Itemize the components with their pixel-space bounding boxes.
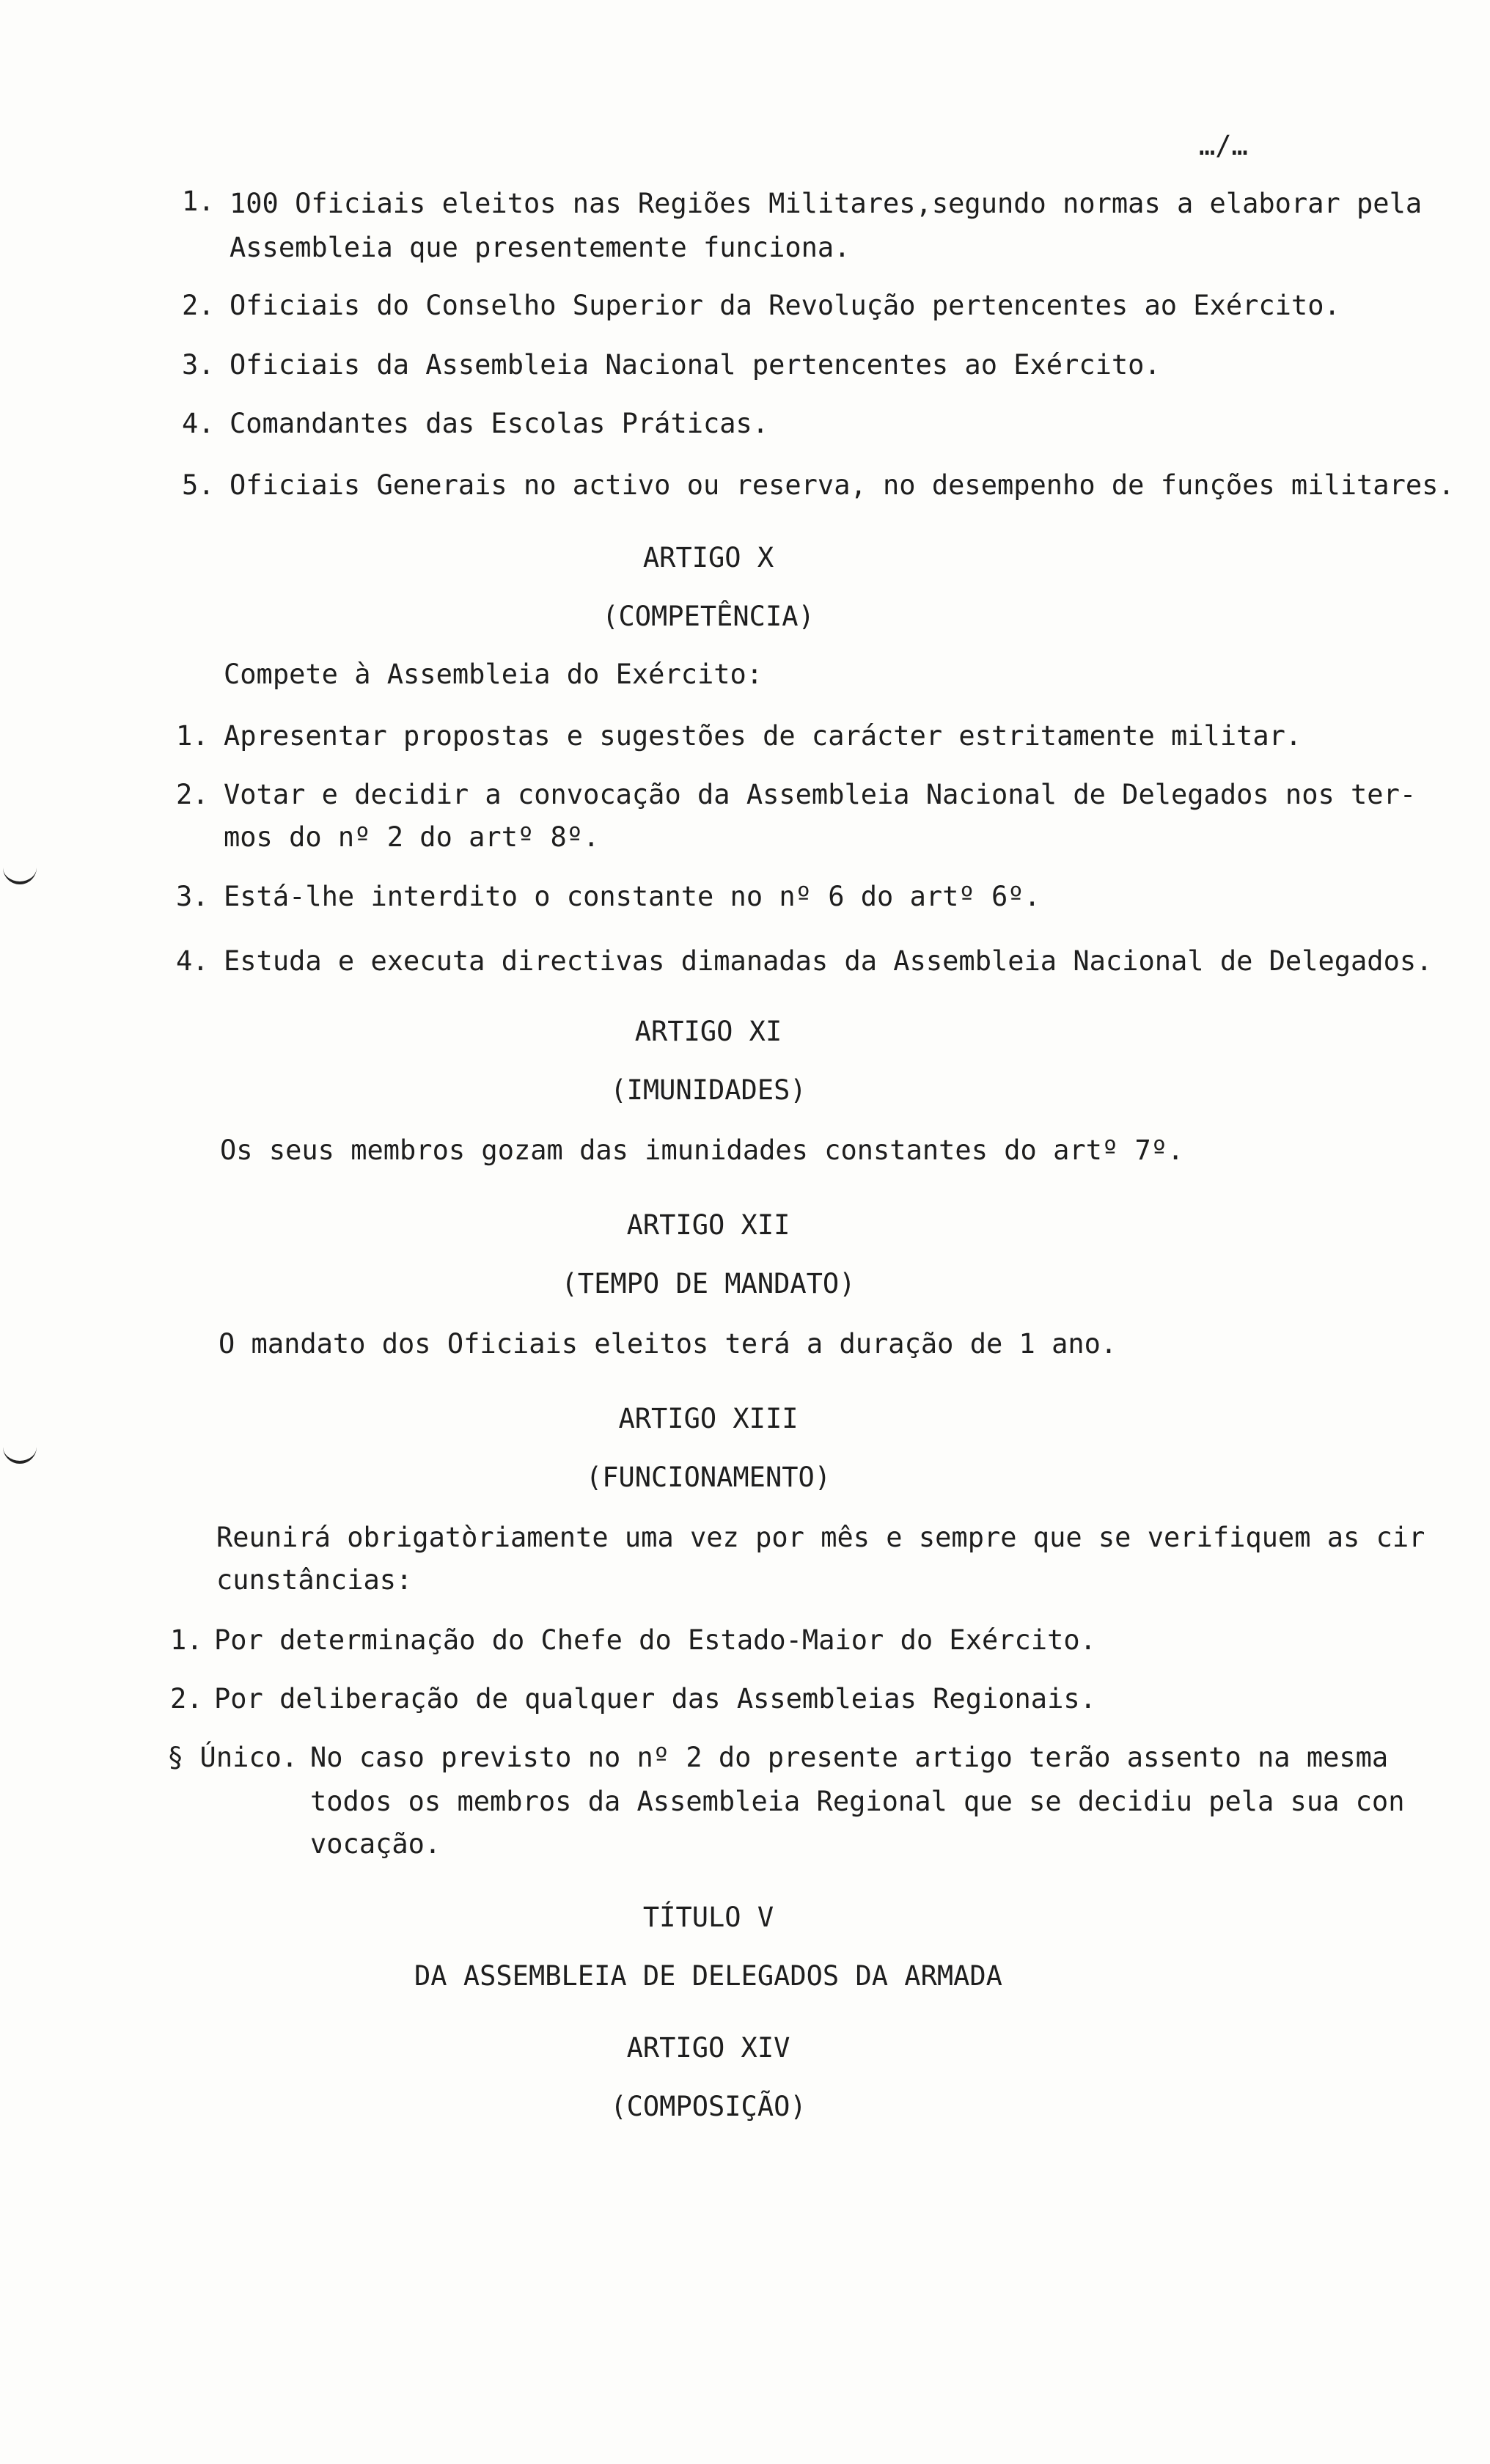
article-heading: ARTIGO XIII	[618, 1403, 799, 1434]
title-heading: TÍTULO V	[642, 1902, 774, 1933]
article-subheading: (IMUNIDADES)	[610, 1074, 807, 1106]
article-subheading: (FUNCIONAMENTO)	[585, 1462, 832, 1493]
list-item-text: Oficiais da Assembleia Nacional pertencentes ao Exército.	[230, 349, 1161, 381]
list-number: 1.	[182, 186, 215, 217]
paragraph-text: No caso previsto no nº 2 do presente artigo terão assento na mesma	[310, 1742, 1389, 1773]
list-item-text: mos do nº 2 do artº 8º.	[224, 821, 600, 853]
page-reference: …/…	[1199, 130, 1248, 161]
title-subheading: DA ASSEMBLEIA DE DELEGADOS DA ARMADA	[414, 1960, 1002, 1992]
list-number: 4.	[182, 408, 215, 439]
article-intro: cunstâncias:	[216, 1564, 413, 1596]
list-number: 4.	[176, 945, 209, 977]
article-heading: ARTIGO X	[642, 542, 774, 573]
list-item-text: 100 Oficiais eleitos nas Regiões Militares,segundo normas a elaborar pela	[230, 188, 1423, 219]
list-item-text: Oficiais do Conselho Superior da Revolução pertencentes ao Exército.	[230, 290, 1340, 321]
paragraph-text: todos os membros da Assembleia Regional que se decidiu pela sua con	[310, 1786, 1405, 1817]
article-text: O mandato dos Oficiais eleitos terá a duração de 1 ano.	[219, 1328, 1118, 1360]
article-intro: Reunirá obrigatòriamente uma vez por mês e sempre que se verifiquem as cir	[216, 1522, 1425, 1553]
list-number: 1.	[176, 720, 209, 752]
article-intro: Compete à Assembleia do Exército:	[224, 659, 763, 690]
list-item-text: Por determinação do Chefe do Estado-Maior do Exército.	[214, 1624, 1096, 1656]
article-heading: ARTIGO XI	[634, 1016, 782, 1047]
list-item-text: Estuda e executa directivas dimanadas da Assembleia Nacional de Delegados.	[224, 945, 1433, 977]
list-number: 2.	[182, 290, 215, 321]
list-number: 3.	[182, 349, 215, 381]
list-number: 3.	[176, 881, 209, 912]
article-text: Os seus membros gozam das imunidades constantes do artº 7º.	[220, 1134, 1184, 1166]
article-subheading: (COMPOSIÇÃO)	[610, 2091, 807, 2122]
list-item-text: Por deliberação de qualquer das Assembleias Regionais.	[214, 1683, 1096, 1715]
list-number: 5.	[182, 469, 215, 501]
list-item-text: Assembleia que presentemente funciona.	[230, 232, 851, 263]
list-item-text: Está-lhe interdito o constante no nº 6 do artº 6º.	[224, 881, 1041, 912]
list-number: 2.	[170, 1683, 203, 1715]
list-item-text: Oficiais Generais no activo ou reserva, no desempenho de funções militares.	[230, 469, 1455, 501]
list-number: 2.	[176, 779, 209, 810]
article-heading: ARTIGO XII	[626, 1209, 790, 1241]
list-number: 1.	[170, 1624, 203, 1656]
binder-mark	[3, 865, 37, 884]
paragraph-text: vocação.	[310, 1828, 441, 1860]
article-heading: ARTIGO XIV	[626, 2032, 790, 2064]
binder-mark	[3, 1445, 37, 1464]
article-subheading: (TEMPO DE MANDATO)	[561, 1268, 856, 1299]
list-item-text: Apresentar propostas e sugestões de carácter estritamente militar.	[224, 720, 1302, 752]
list-item-text: Comandantes das Escolas Práticas.	[230, 408, 769, 439]
paragraph-label: § Único.	[167, 1742, 298, 1773]
list-item-text: Votar e decidir a convocação da Assembleia Nacional de Delegados nos ter-	[224, 779, 1417, 810]
article-subheading: (COMPETÊNCIA)	[602, 601, 815, 632]
